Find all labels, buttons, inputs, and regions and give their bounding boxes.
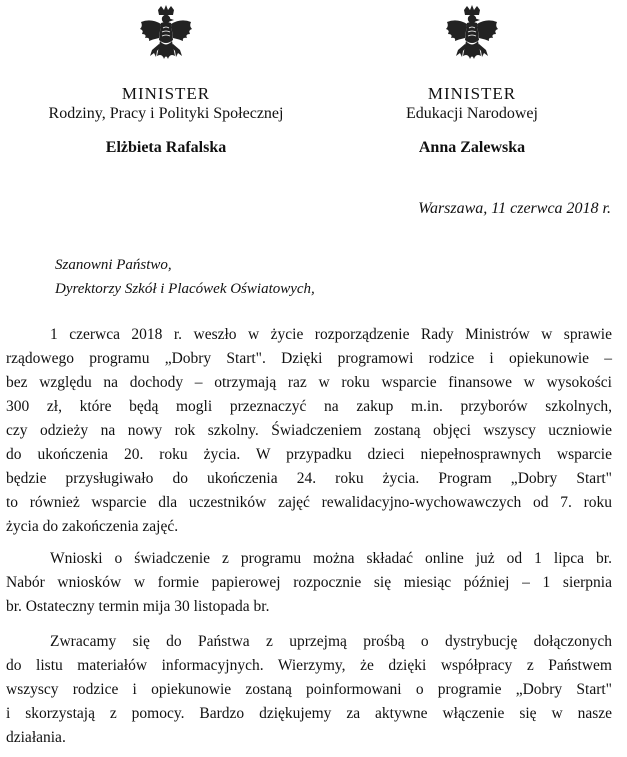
text-line: bez względu na dochody – otrzymają raz w roku wsparcie finansowe w wysokości bbox=[6, 374, 612, 391]
text-line: Nabór wniosków w formie papierowej rozpocznie się miesiąc później – 1 sierpnia bbox=[6, 574, 612, 591]
text-line: to również wsparcie dla uczestników zajęć rewalidacyjno-wychowawczych od 7. roku bbox=[6, 494, 612, 511]
text-line: 300 zł, które będą mogli przeznaczyć na zakup m.in. przyborów szkolnych, bbox=[6, 398, 612, 415]
text-line: czy odzieży na nowy rok szkolny. Świadczeniem zostaną objęci wszyscy uczniowie bbox=[6, 422, 612, 439]
text-line: do ukończenia 20. roku życia. W przypadku dzieci niepełnosprawnych wsparcie bbox=[6, 446, 612, 463]
header-right bbox=[372, 0, 572, 158]
letter-date: Warszawa, 11 czerwca 2018 r. bbox=[418, 200, 611, 217]
body-paragraph bbox=[6, 323, 612, 539]
text-line: Zwracamy się do Państwa z uprzejmą prośbą o dystrybucję dołączonych bbox=[50, 633, 612, 650]
ministry-name-right: Edukacji Narodowej bbox=[406, 105, 538, 122]
text-line: Wnioski o świadczenie z programu można składać online już od 1 lipca br. bbox=[50, 550, 612, 567]
body-paragraph bbox=[6, 547, 612, 619]
minister-name-right: Anna Zalewska bbox=[418, 139, 526, 156]
text-line: wszyscy rodzice i opiekunowie zostaną poinformowani o programie „Dobry Start" bbox=[6, 681, 612, 698]
text-line: życia do zakończenia zajęć. bbox=[6, 518, 179, 535]
header-left bbox=[32, 0, 300, 158]
text-line: i skorzystają z pomocy. Bardzo dziękujemy za aktywne włączenie się w nasze bbox=[6, 705, 612, 722]
text-line: działania. bbox=[6, 729, 66, 746]
salutation-line: Dyrektorzy Szkół i Placówek Oświatowych, bbox=[55, 281, 315, 297]
ministry-name-left: Rodziny, Pracy i Polityki Społecznej bbox=[48, 105, 284, 122]
minister-title-right: MINISTER bbox=[427, 84, 517, 103]
text-line: będzie przysługiwało do ukończenia 24. roku życia. Program „Dobry Start" bbox=[6, 470, 612, 487]
salutation-line: Szanowni Państwo, bbox=[55, 257, 172, 273]
polish-eagle-icon bbox=[137, 4, 195, 74]
text-line: 1 czerwca 2018 r. weszło w życie rozporządzenie Rady Ministrów w sprawie bbox=[50, 326, 612, 343]
minister-name-left: Elżbieta Rafalska bbox=[105, 139, 227, 156]
minister-title-left: MINISTER bbox=[121, 84, 211, 103]
polish-eagle-icon bbox=[443, 4, 501, 74]
text-line: do listu materiałów informacyjnych. Wierzymy, że dzięki współpracy z Państwem bbox=[6, 657, 612, 674]
text-line: br. Ostateczny termin mija 30 listopada br. bbox=[6, 598, 270, 615]
salutation bbox=[55, 253, 315, 301]
text-line: rządowego programu „Dobry Start". Dzięki programowi rodzice i opiekunowie – bbox=[6, 350, 612, 367]
body-paragraph bbox=[6, 630, 612, 750]
